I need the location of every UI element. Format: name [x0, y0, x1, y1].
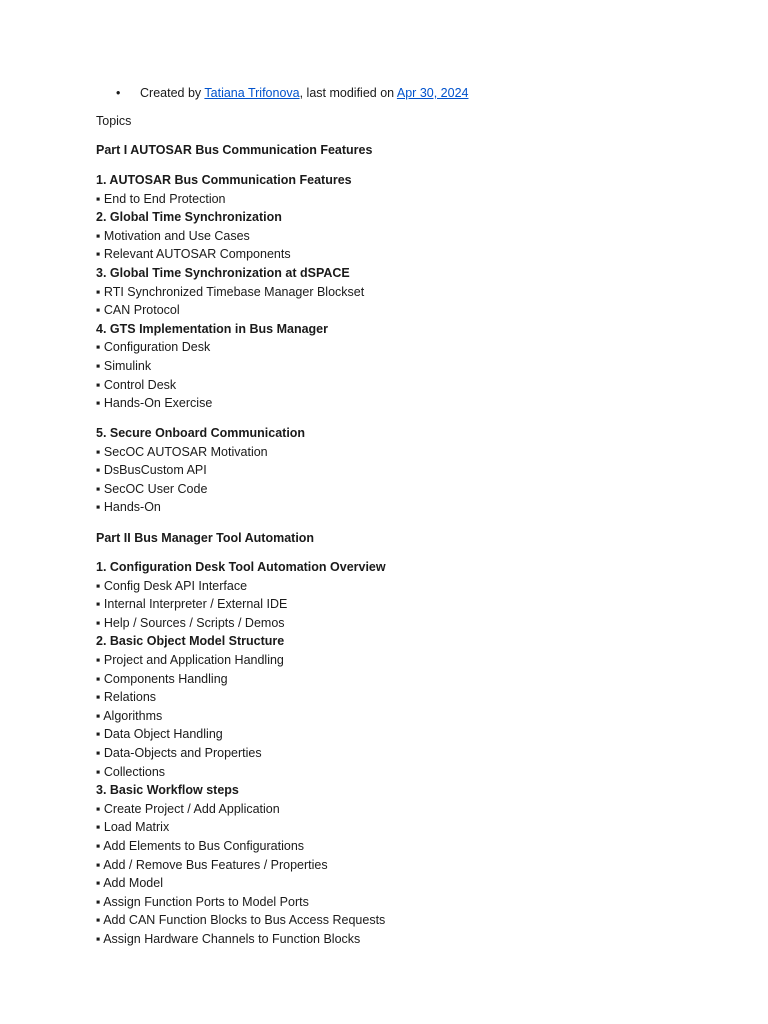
list-item: ▪ Motivation and Use Cases	[96, 228, 250, 243]
list-item: ▪ Internal Interpreter / External IDE	[96, 597, 288, 612]
list-item: ▪ Load Matrix	[96, 820, 170, 835]
list-bullet: •	[116, 86, 121, 100]
list-item: ▪ DsBusCustom API	[96, 463, 207, 478]
modified-date-link[interactable]: Apr 30, 2024	[396, 86, 469, 100]
part2-title: Part II Bus Manager Tool Automation	[96, 531, 315, 545]
last-modified-label: , last modified on	[299, 86, 397, 100]
list-item: ▪ Assign Hardware Channels to Function Blocks	[96, 931, 361, 946]
list-item: ▪ RTI Synchronized Timebase Manager Blockset	[96, 284, 365, 299]
list-item: ▪ Collections	[96, 764, 166, 779]
part1-title: Part I AUTOSAR Bus Communication Features	[96, 143, 373, 157]
list-item: ▪ Help / Sources / Scripts / Demos	[96, 615, 285, 630]
section-heading: 3. Basic Workflow steps	[96, 783, 239, 798]
list-item: ▪ Add Elements to Bus Configurations	[96, 838, 305, 853]
section-heading: 5. Secure Onboard Communication	[96, 426, 306, 440]
section-heading: 1. Configuration Desk Tool Automation Overview	[96, 560, 386, 574]
list-item: ▪ Create Project / Add Application	[96, 801, 280, 816]
list-item: ▪ Configuration Desk	[96, 340, 211, 355]
part1-list-a	[96, 171, 736, 413]
section-heading: 3. Global Time Synchronization at dSPACE	[96, 265, 350, 280]
list-item: ▪ CAN Protocol	[96, 303, 180, 318]
list-item: ▪ Add / Remove Bus Features / Properties	[96, 857, 328, 872]
list-item: ▪ Components Handling	[96, 671, 228, 686]
list-item: ▪ Data-Objects and Properties	[96, 745, 262, 760]
list-item: ▪ Algorithms	[96, 708, 163, 723]
topics-label: Topics	[96, 114, 132, 128]
part2-list-a	[96, 558, 736, 948]
section-heading: 2. Basic Object Model Structure	[96, 634, 285, 649]
page-metadata	[116, 84, 469, 103]
list-item: ▪ Add CAN Function Blocks to Bus Access Requests	[96, 913, 386, 928]
list-item: ▪ Control Desk	[96, 377, 177, 392]
author-link[interactable]: Tatiana Trifonova	[204, 86, 300, 100]
part1-list-b	[96, 424, 736, 517]
list-item: ▪ Relevant AUTOSAR Components	[96, 247, 291, 262]
section-heading: 4. GTS Implementation in Bus Manager	[96, 321, 328, 336]
list-item: ▪ End to End Protection	[96, 191, 226, 206]
section-heading: 2. Global Time Synchronization	[96, 210, 282, 225]
list-item: ▪ Add Model	[96, 876, 163, 891]
list-item: ▪ Relations	[96, 690, 157, 705]
list-item: ▪ Data Object Handling	[96, 727, 223, 742]
list-item: ▪ Hands-On	[96, 500, 161, 515]
list-item: ▪ Config Desk API Interface	[96, 578, 248, 593]
section-heading: 1. AUTOSAR Bus Communication Features	[96, 173, 352, 187]
list-item: ▪ SecOC AUTOSAR Motivation	[96, 444, 268, 459]
list-item: ▪ Project and Application Handling	[96, 652, 284, 667]
list-item: ▪ Hands-On Exercise	[96, 396, 213, 411]
list-item: ▪ Assign Function Ports to Model Ports	[96, 894, 309, 909]
list-item: ▪ SecOC User Code	[96, 481, 208, 496]
created-by-label: Created by	[140, 86, 205, 100]
list-item: ▪ Simulink	[96, 358, 152, 373]
